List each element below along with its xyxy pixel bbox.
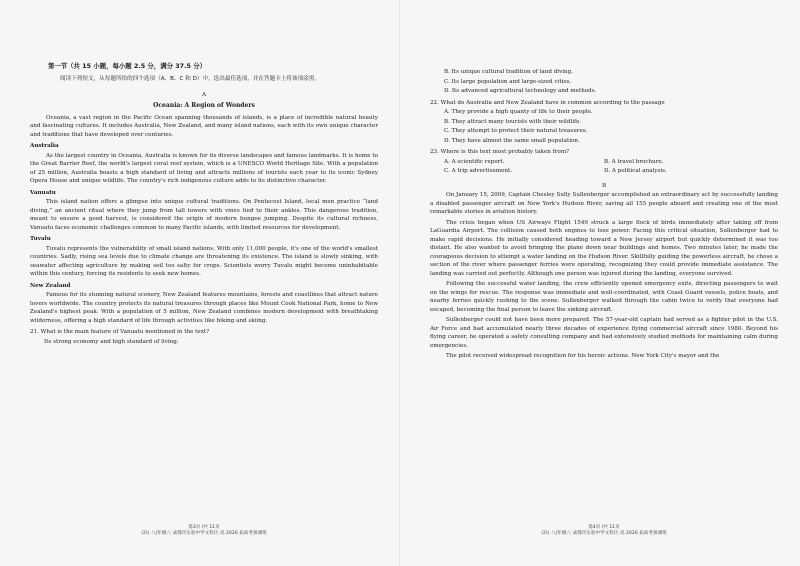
q21-option-d: D. Its advanced agricultural technology and methods. <box>444 88 597 94</box>
q23-option-d: D. A political analysis. <box>604 168 667 174</box>
q23-options-row-1 <box>444 158 778 167</box>
paragraph-vanuatu: This island nation offers a glimpse into unique cultural traditions. On Pentecost Island, local men practice “land diving,” an ancient ritual where they jump from tall towers with vines tied to their ankles. This dangerous tradition, meant to ensure a good harvest, is considered the origin of modern bungee jumping. Despite its cultural richness, Vanuatu faces economic challenges common to many Pacific islands, with limited resources for development. <box>30 199 378 231</box>
left-footer-school: (2)( 八)年级八 成都市实验中学文科区 高 2026 届高考备课组 <box>141 531 267 536</box>
left-footer <box>30 524 378 536</box>
paragraph-australia: As the largest country in Oceania, Australia is known for its diverse landscapes and famous landmarks. It is home to the Great Barrier Reef, the world's largest coral reef system, which is a UNESCO World Heritage Site. With a population of 25 million, Australia boasts a high standard of living and attracts millions of tourists each year to its iconic Sydney Opera House and unique wildlife. The country's rich indigenous culture adds to its distinctive character. <box>30 152 378 185</box>
q22-option-d: D. They have almost the same small population. <box>444 137 580 144</box>
q22-option-c: C. They attempt to protect their natural treasures. <box>444 128 588 134</box>
right-footer-page: 第4页 /共 11页 <box>588 525 620 530</box>
q23-options-row-2 <box>444 167 778 176</box>
question-22: 22. What do Australia and New Zealand have in common according to the passage <box>430 99 665 106</box>
passage-title: Oceania: A Region of Wonders <box>153 101 255 109</box>
passage-label-a: A <box>201 92 207 99</box>
right-footer <box>430 524 778 536</box>
q21-option-a: Its strong economy and high standard of living. <box>44 338 179 345</box>
section-heading: 第一节（共 15 小题，每小题 2.5 分，满分 37.5 分） <box>48 62 206 70</box>
passage-label-b: B <box>601 182 607 189</box>
page-fold <box>399 0 401 566</box>
section-heading-australia: Australia <box>30 143 59 150</box>
section-heading-vanuatu: Vanuatu <box>30 189 56 196</box>
question-21: 21. What is the main feature of Vanuatu mentioned in the text? <box>30 329 210 336</box>
q22-option-b: B. They attract many tourists with their wildlife. <box>444 118 582 125</box>
question-23: 23. Where is this text most probably taken from? <box>430 149 570 155</box>
q23-option-a: A. A scientific report. <box>444 158 505 165</box>
paragraph-b-5: The pilot received widespread recognition for his heroic actions. New York City's mayor and the <box>446 353 720 359</box>
paragraph-b-1: On January 15, 2009, Captain Chesley Sully Sullenberger accomplished an extraordinary act by successfully landing a disabled passenger aircraft on New York's Hudson River, saving all 155 people aboard and creating one of the most remarkable stories in aviation history. <box>430 192 778 215</box>
q23-option-b: B. A travel brochure. <box>604 158 664 165</box>
right-page <box>430 68 778 363</box>
section-heading-new-zealand: New Zealand <box>30 282 71 289</box>
paragraph-b-3: Following the successful water landing, the crew efficiently opened emergency exits, directing passengers to wait on the wings for rescue. The response was immediate and well-coordinated, with Coast Guard vessels, police boats, and nearby ferries quickly rushing to the scene. Sullenberger walked through the cabin twice to verify that everyone had escaped, becoming the final person to leave the sinking aircraft. <box>430 281 778 313</box>
q23-option-c: C. A trip advertisement. <box>444 168 513 174</box>
paragraph-b-4: Sullenberger could not have been more prepared. The 57-year-old captain had served as a fighter pilot in the U.S. Air Force and had accumulated nearly three decades of experience flying commercial aircraft since 1980. Beyond his flying career, he operated a safety consulting company and had extensively studied methods for maintaining calm during emergencies. <box>430 317 778 349</box>
q22-option-a: A. They provide a high quanty of life to their people. <box>444 109 593 115</box>
left-footer-page: 第3页 /共 11页 <box>188 525 220 530</box>
left-page <box>30 62 378 347</box>
intro-paragraph: Oceania, a vast region in the Pacific Ocean spanning thousands of islands, is a place of incredible natural beauty and fascinating cultures. It includes Australia, New Zealand, and many island nations, each with its own unique character and traditions that have developed over centuries. <box>30 114 378 138</box>
right-footer-school: (2)( 八)年级八 成都市实验中学文科区 高 2026 届高考备课组 <box>541 531 667 536</box>
instruction-text: 阅读下列短文，从每题所给的四个选项（A、B、C 和 D）中，选出最佳选项，并在答题卡上将该项涂黑。 <box>60 75 320 82</box>
q21-option-b: B. Its unique cultural tradition of land diving. <box>444 69 573 75</box>
paragraph-b-2: The crisis began when US Airways Flight 1549 struck a large flock of birds immediately after taking off from LaGuardia Airport. The collision caused both engines to lose power. Facing this critical situation, Sullenberger had to make rapid decisions. He initially considered heading toward a New Jersey airport but quickly determined it was too distant. He also wanted to avoid bringing the plane down near buildings and homes. Two minutes later, he made the courageous decision to attempt a water landing on the Hudson River. Skillfully guiding the powerless aircraft, he chose a section of the river where passenger ferries were operating, recognizing they could provide immediate assistance. The landing was carried out perfectly. Although one person was injured during the landing, everyone survived. <box>430 219 778 277</box>
q21-option-c: C. Its large population and large-sized cities. <box>444 78 572 85</box>
paragraph-tuvalu: Tuvalu represents the vulnerability of small island nations. With only 11,000 people, it's one of the world's smallest countries. Sadly, rising sea levels due to climate change are threatening its existence. The island is slowly sinking, with seawater affecting agriculture by making soil too salty for crops. Scientists worry Tuvalu might become uninhabitable within this century, forcing its residents to seek new homes. <box>30 245 378 278</box>
paragraph-new-zealand: Famous for its stunning natural scenery, New Zealand features mountains, forests and coastlines that attract nature lovers worldwide. The country protects its natural treasures through places like Mount Cook National Park, home to New Zealand's highest peak. With a population of 5 million, New Zealand combines modern development with breathtaking wilderness, offering a high standard of life through activities like biking and skiing. <box>30 292 378 324</box>
section-heading-tuvalu: Tuvalu <box>30 236 51 243</box>
